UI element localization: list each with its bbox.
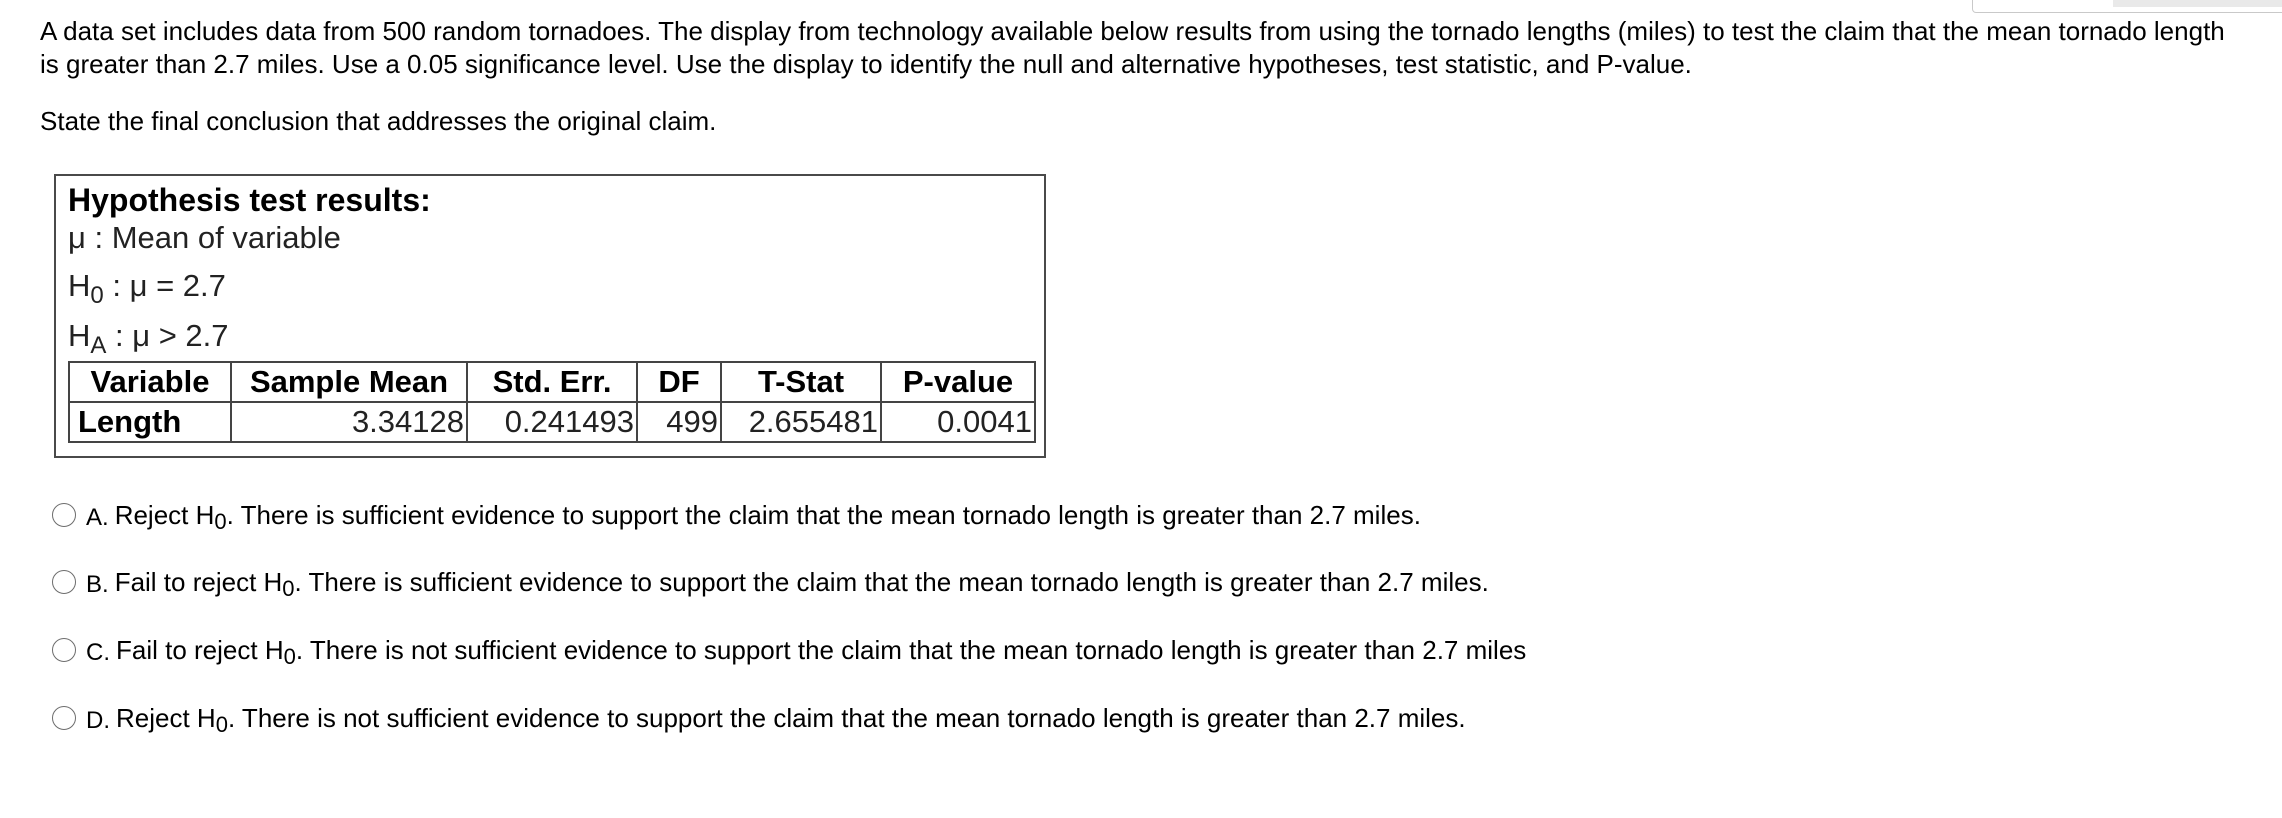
corner-frame	[1972, 0, 2282, 13]
results-title: Hypothesis test results:	[68, 182, 431, 218]
hypothesis-results-panel	[54, 174, 1046, 458]
null-hypothesis-expression: : μ = 2.7	[103, 268, 226, 303]
header-p-value: P-value	[881, 362, 1035, 402]
cell-p-value: 0.0041	[881, 402, 1035, 442]
header-df: DF	[637, 362, 721, 402]
cell-variable: Length	[69, 402, 231, 442]
option-text-pre: Fail to reject H	[116, 634, 284, 665]
answer-option-d[interactable]	[52, 700, 1466, 736]
alternative-hypothesis-letter: H	[68, 318, 91, 353]
alternative-hypothesis-expression: : μ > 2.7	[106, 318, 229, 353]
option-text-subscript: 0	[214, 508, 227, 534]
option-text-post: . There is not sufficient evidence to support the claim that the mean tornado length is greater than 2.7 miles.	[227, 702, 1466, 733]
option-text-subscript: 0	[283, 643, 296, 669]
cell-std-err: 0.241493	[467, 402, 637, 442]
header-sample-mean: Sample Mean	[231, 362, 467, 402]
cell-sample-mean: 3.34128	[231, 402, 467, 442]
alternative-hypothesis	[68, 316, 229, 359]
option-letter: C.	[86, 639, 110, 666]
option-text	[114, 499, 1421, 534]
option-text-post: . There is sufficient evidence to support the claim that the mean tornado length is greater than 2.7 miles.	[226, 499, 1421, 530]
option-text-subscript: 0	[215, 711, 228, 737]
radio-button-c[interactable]	[52, 638, 76, 662]
null-hypothesis	[68, 266, 226, 309]
option-text-pre: Reject H	[116, 702, 216, 733]
option-letter: D.	[86, 707, 110, 734]
results-table	[68, 361, 1036, 443]
null-hypothesis-subscript: 0	[90, 282, 104, 309]
option-text-pre: Reject H	[114, 499, 215, 530]
mu-definition: μ : Mean of variable	[68, 220, 341, 255]
question-instruction: State the final conclusion that addresses the original claim.	[40, 106, 717, 136]
option-letter: A.	[86, 504, 109, 531]
alternative-hypothesis-subscript: A	[90, 332, 107, 359]
option-letter: B.	[86, 571, 109, 598]
answer-option-c[interactable]	[52, 632, 1526, 668]
radio-button-b[interactable]	[52, 570, 76, 594]
option-text-subscript: 0	[282, 575, 295, 601]
option-text-post: . There is not sufficient evidence to support the claim that the mean tornado length is greater than 2.7 miles	[295, 634, 1527, 665]
option-text-post: . There is sufficient evidence to support the claim that the mean tornado length is greater than 2.7 miles.	[294, 566, 1489, 597]
cell-t-stat: 2.655481	[721, 402, 881, 442]
option-text	[114, 566, 1489, 601]
header-std-err: Std. Err.	[467, 362, 637, 402]
corner-frame-fill	[2113, 0, 2282, 7]
radio-button-d[interactable]	[52, 706, 76, 730]
option-text-pre: Fail to reject H	[114, 566, 283, 597]
option-text	[116, 702, 1466, 737]
answer-option-a[interactable]	[52, 497, 1421, 533]
answer-option-b[interactable]	[52, 564, 1489, 600]
null-hypothesis-letter: H	[68, 268, 91, 303]
cell-df: 499	[637, 402, 721, 442]
results-table-header-row	[69, 362, 1035, 402]
question-prompt: A data set includes data from 500 random tornadoes. The display from technology available below results from using the tornado lengths (miles) to test the claim that the mean tornado length is greater than 2.7 miles. Use a 0.05 significance level. Use the display to identify the null and alternative hypotheses, test statistic, and P-value.	[40, 16, 2225, 79]
radio-button-a[interactable]	[52, 503, 76, 527]
table-row	[69, 402, 1035, 442]
header-variable: Variable	[69, 362, 231, 402]
header-t-stat: T-Stat	[721, 362, 881, 402]
option-text	[116, 634, 1527, 669]
